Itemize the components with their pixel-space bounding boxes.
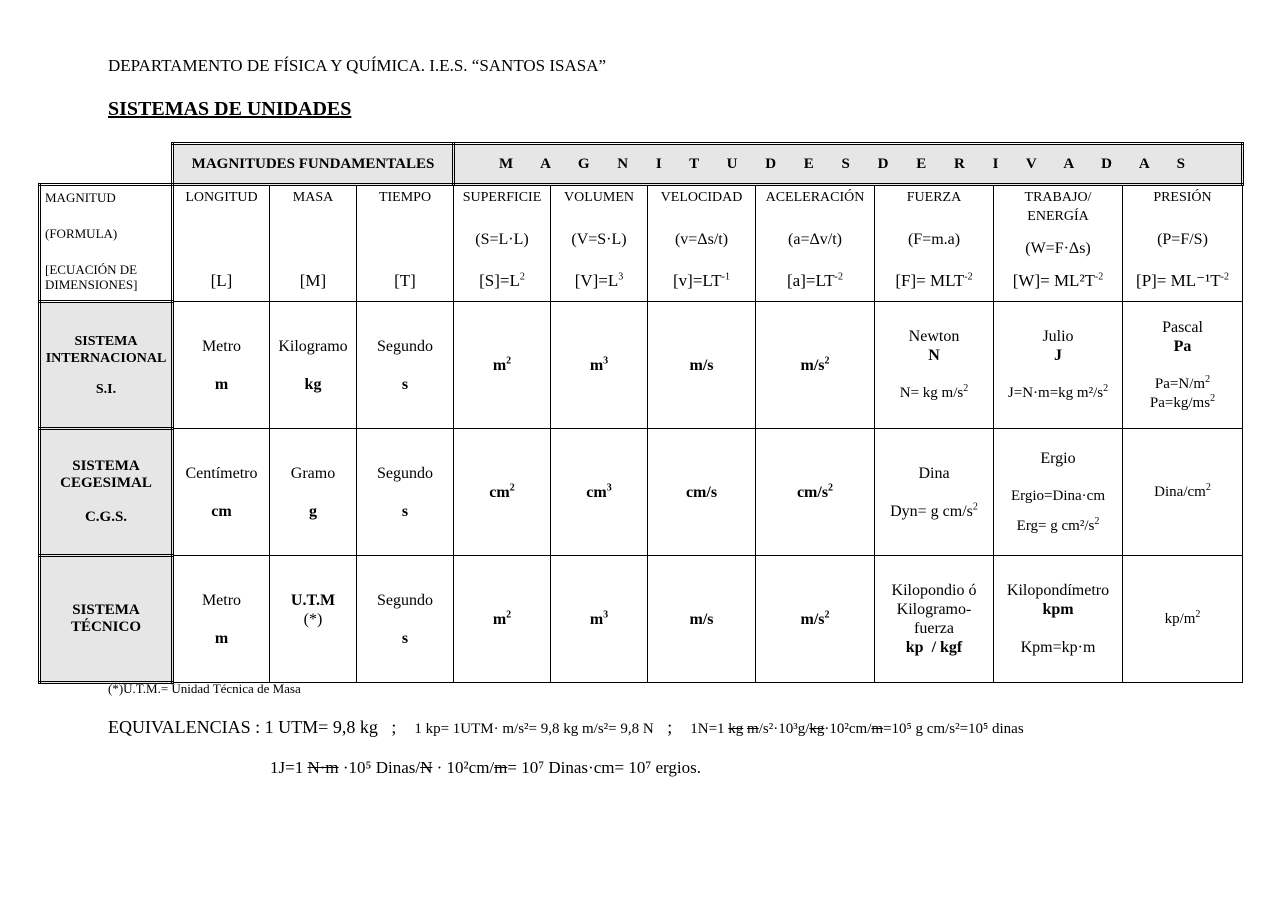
col-dim: [L]: [210, 271, 233, 290]
fundamental-header: MAGNITUDES FUNDAMENTALES: [173, 144, 454, 185]
col-dim-exp: -2: [964, 271, 973, 283]
col-dim: [S]=L: [479, 271, 520, 290]
eq-n: /s²·10³g/: [758, 721, 810, 737]
col-formula: (V=S·L): [571, 230, 627, 248]
page-title: SISTEMAS DE UNIDADES: [108, 98, 352, 120]
sys-name-2: CEGESIMAL: [60, 475, 152, 491]
unit-name: U.T.M: [290, 591, 336, 609]
col-masa: [270, 185, 357, 302]
unit-name: Kilogramo: [278, 337, 348, 355]
unit-eq: Pa=kg/ms: [1149, 394, 1211, 411]
eq-j-cancel: m: [494, 758, 508, 777]
eq-n-cancel: kg: [728, 721, 744, 737]
eq-n: =10⁵ g cm/s²=10⁵ dinas: [883, 721, 1024, 737]
unit-eq: Kpm=kp·m: [1020, 639, 1096, 656]
label-formula: (FORMULA): [45, 226, 118, 241]
col-fuerza: [875, 185, 994, 302]
col-dim-exp: -1: [721, 271, 730, 283]
row-cgs: SISTEMA CEGESIMAL C.G.S. Centímetro cm Gramo g Segundo s $cm^2$ $cm^3$ cm/s $cm/s^2$ Dina Dyn= g $cm/s^2$ Ergio Ergio=Dina·cm Erg= g cm²/$s^2$ Dina/$cm^2$: [40, 429, 1243, 556]
col-trabajo: [994, 185, 1123, 302]
unit-eq: Erg= g cm²/s: [1016, 517, 1095, 534]
eq-n: ·10²cm/: [824, 721, 872, 737]
col-name: FUERZA: [906, 190, 962, 205]
unit-name: Kilopondímetro: [1006, 582, 1110, 599]
system-name-si: [40, 302, 173, 429]
col-volumen: [551, 185, 648, 302]
units-table: [38, 142, 1241, 684]
footnote: (*)U.T.M.= Unidad Técnica de Masa: [108, 681, 301, 696]
unit-name: Gramo: [290, 464, 336, 482]
sys-name-2: TÉCNICO: [70, 619, 141, 635]
magnitude-row: [40, 185, 1243, 302]
unit-superficie: m: [492, 610, 507, 628]
unit-symbol: s: [401, 375, 409, 393]
col-name: MASA: [292, 190, 334, 205]
col-dim-exp: -2: [1220, 271, 1229, 283]
equivalences-label: EQUIVALENCIAS :: [108, 717, 261, 737]
eq-j: ·10⁵ Dinas/: [342, 758, 421, 777]
unit-volumen: m: [589, 356, 604, 374]
unit-name: Metro: [201, 591, 242, 609]
unit-symbol: s: [401, 629, 409, 647]
col-presion: [1123, 185, 1243, 302]
unit-symbol: (*): [303, 610, 323, 628]
unit-eq: Dyn= g cm/s: [890, 502, 973, 520]
col-dim: [M]: [299, 271, 327, 290]
col-dim: [W]= ML²T: [1012, 271, 1095, 290]
unit-symbol: Pa: [1173, 337, 1192, 355]
unit-symbol: kg: [304, 375, 322, 393]
col-dim: [v]=LT: [673, 271, 722, 290]
unit-name: Segundo: [377, 337, 433, 355]
col-formula: (F=m.a): [907, 230, 961, 248]
col-name: VOLUMEN: [564, 190, 634, 205]
col-dim: [P]= ML⁻¹T: [1136, 271, 1221, 290]
col-dim: [T]: [394, 271, 416, 290]
unit-superficie: cm: [489, 483, 510, 501]
col-name: TIEMPO: [378, 190, 432, 205]
row-si: SISTEMA INTERNACIONAL S.I. Metro m Kilogramo kg Segundo s $m^2$ $m^3$ m/s $m/s^2$ Newton N N= kg $m/s^2$ Julio J J=N·m=kg $m^2/s^2$ Pascal Pa $Pa=N/m^2$ $Pa=kg/ms^2$: [40, 302, 1243, 429]
unit-velocidad: m/s: [648, 556, 756, 683]
unit-name: Segundo: [377, 464, 433, 482]
blank-corner: [40, 144, 173, 185]
unit-symbol: kpm: [1042, 601, 1074, 618]
col-formula: (S=L·L): [475, 230, 529, 248]
sys-abbr: C.G.S.: [84, 509, 128, 525]
unit-volumen: cm: [586, 483, 607, 501]
unit-symbol: J: [1054, 347, 1062, 364]
col-aceleracion: [756, 185, 875, 302]
row-labels: [40, 185, 173, 302]
col-formula: (W=F·Δs): [1025, 240, 1091, 257]
col-name: ACELERACIÓN: [765, 190, 865, 205]
col-velocidad: [648, 185, 756, 302]
unit-eq: kp/m: [1164, 610, 1196, 627]
col-superficie: [454, 185, 551, 302]
unit-eq: Ergio=Dina·cm: [1011, 487, 1105, 504]
eq-n: 1N=1: [690, 721, 725, 737]
label-magnitud: MAGNITUD: [45, 190, 116, 205]
unit-eq: N= kg m/s: [899, 385, 964, 401]
col-dim: [F]= MLT: [895, 271, 965, 290]
equivalences-line-2: [270, 758, 701, 778]
unit-symbol: kp / kgf: [905, 639, 963, 656]
eq-j: = 10⁷ Dinas·cm= 10⁷ ergios.: [507, 758, 701, 777]
unit-superficie: m: [492, 356, 507, 374]
unit-name: Ergio: [1040, 449, 1076, 467]
unit-aceleracion: cm/s: [796, 483, 829, 501]
eq-sep: ;: [391, 717, 397, 737]
unit-name: Kilopondio ó: [891, 582, 977, 599]
unit-velocidad: cm/s: [648, 429, 756, 556]
eq-kp: 1 kp= 1UTM· m/s²= 9,8 kg m/s²= 9,8 N: [414, 721, 654, 737]
col-formula: (P=F/S): [1157, 230, 1208, 248]
col-tiempo: [357, 185, 454, 302]
row-tecnico: SISTEMA TÉCNICO Metro m U.T.M (*) Segundo s $m^2$ $m^3$ m/s $m/s^2$ Kilopondio ó Kilogramo- fuerza kp / kgf Kilopondímetro kpm Kpm=kp·m $kp/m^2$: [40, 556, 1243, 683]
label-dimension: [ECUACIÓN DE DIMENSIONES]: [45, 262, 138, 292]
unit-name: Dina: [918, 464, 950, 482]
unit-name: Kilogramo-: [896, 601, 972, 618]
unit-aceleracion: m/s: [800, 356, 825, 374]
unit-aceleracion: m/s: [800, 610, 825, 628]
unit-name: fuerza: [914, 620, 954, 637]
col-dim-exp: -2: [834, 271, 843, 283]
sys-abbr: S.I.: [95, 381, 117, 397]
col-dim: [V]=L: [574, 271, 619, 290]
eq-sep: ;: [667, 717, 673, 737]
department-heading: DEPARTAMENTO DE FÍSICA Y QUÍMICA. I.E.S. “SANTOS ISASA”: [108, 56, 607, 75]
col-dim-exp: -2: [1094, 271, 1104, 283]
col-formula: (a=Δv/t): [788, 230, 842, 248]
col-dim: [a]=LT: [786, 271, 835, 290]
sys-name-2: INTERNACIONAL: [45, 350, 167, 366]
col-name: PRESIÓN: [1153, 190, 1212, 205]
unit-velocidad: m/s: [648, 302, 756, 429]
sys-name-1: SISTEMA: [72, 458, 140, 474]
unit-name: Metro: [201, 337, 242, 355]
unit-eq: J=N·m=kg m²/s: [1007, 385, 1104, 401]
col-formula: (v=Δs/t): [674, 230, 729, 248]
unit-volumen: m: [589, 610, 604, 628]
unit-symbol: N: [928, 347, 940, 364]
eq-j: 1J=1: [270, 758, 304, 777]
sys-name-1: SISTEMA: [74, 333, 138, 349]
sys-name-1: SISTEMA: [72, 602, 140, 618]
unit-eq: Dina/cm: [1154, 483, 1206, 500]
unit-name: Julio: [1042, 328, 1074, 345]
unit-name: Centímetro: [185, 464, 258, 482]
unit-symbol: g: [309, 502, 317, 520]
eq-j: · 10²cm/: [432, 758, 495, 777]
col-name: LONGITUD: [185, 190, 258, 205]
eq-n-cancel: m: [747, 721, 759, 737]
col-name: TRABAJO/ ENERGÍA: [1024, 190, 1092, 224]
unit-symbol: cm: [211, 502, 232, 520]
eq-n-cancel: m: [871, 721, 884, 737]
unit-name: Segundo: [377, 591, 433, 609]
col-dim-exp: 2: [519, 271, 525, 283]
eq-utm: 1 UTM= 9,8 kg: [264, 717, 378, 737]
unit-name: Newton: [908, 328, 960, 345]
system-name-cgs: [40, 429, 173, 556]
col-longitud: [173, 185, 270, 302]
col-dim-exp: 3: [618, 271, 624, 283]
equivalences-line-1: [108, 717, 1024, 738]
system-name-tecnico: [40, 556, 173, 683]
unit-name: Pascal: [1162, 318, 1203, 336]
eq-n-cancel: kg: [809, 721, 825, 737]
eq-j-cancel: N·m: [307, 758, 339, 777]
unit-symbol: s: [401, 502, 409, 520]
eq-j-cancel: N: [420, 758, 433, 777]
derived-header: M A G N I T U D E S D E R I V A D A S: [454, 144, 1243, 185]
col-name: VELOCIDAD: [660, 190, 743, 205]
col-name: SUPERFICIE: [462, 190, 542, 205]
unit-symbol: m: [214, 629, 229, 647]
unit-eq: Pa=N/m: [1154, 375, 1206, 392]
unit-symbol: m: [214, 375, 229, 393]
